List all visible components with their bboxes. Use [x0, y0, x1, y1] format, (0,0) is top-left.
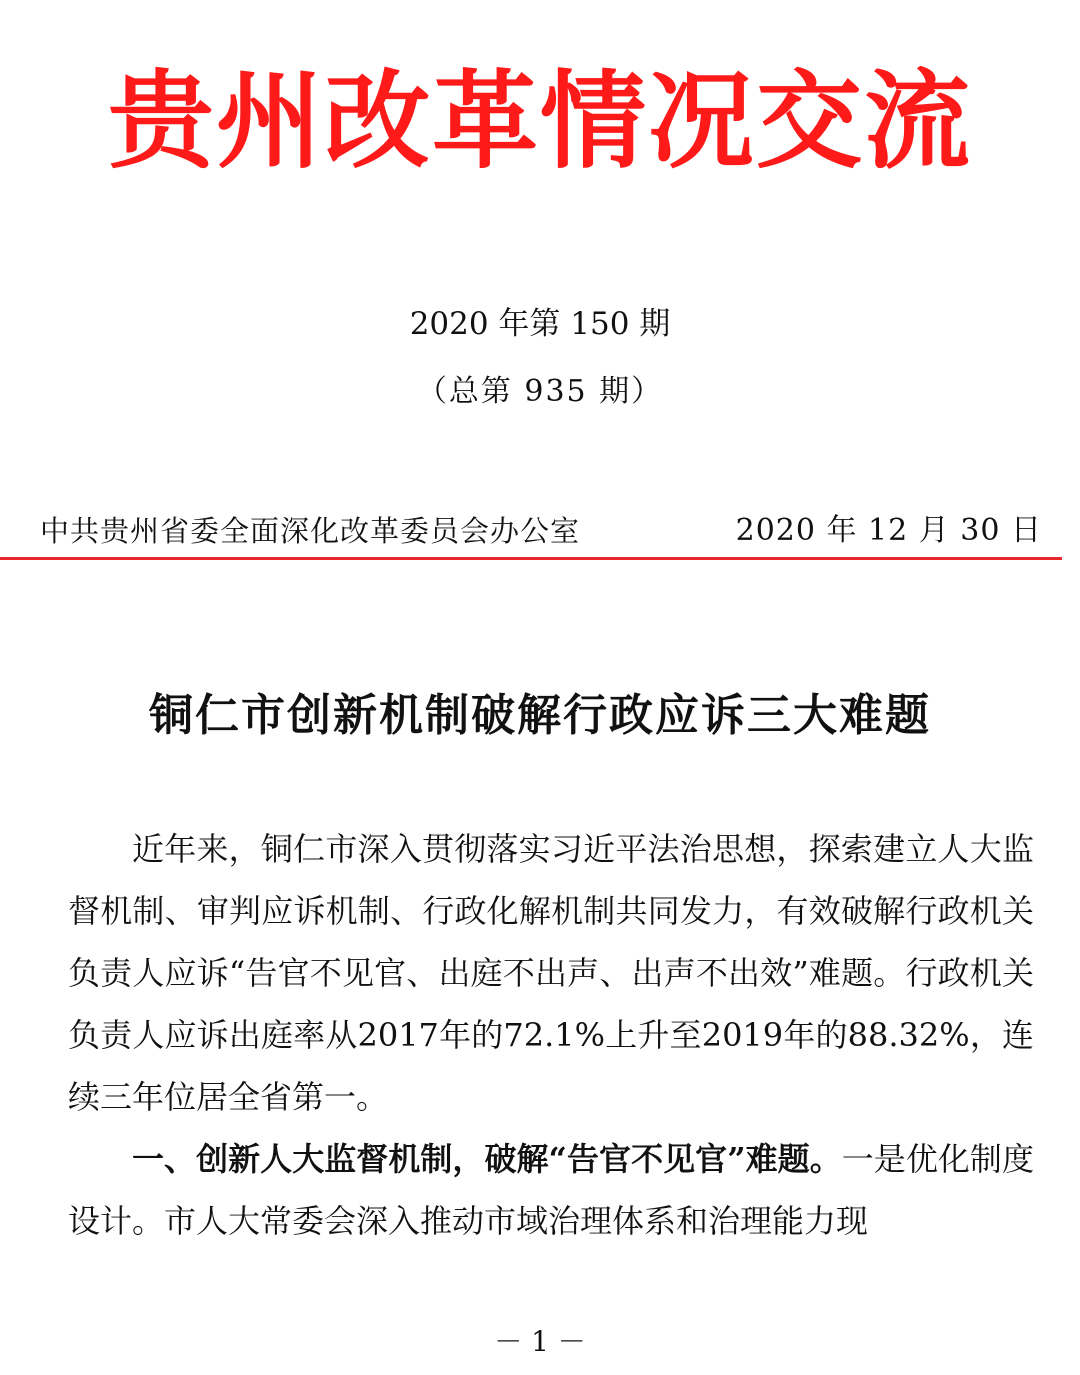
masthead-title: 贵州改革情况交流: [108, 60, 972, 183]
page-number: － 1 －: [494, 1325, 586, 1358]
issue-total-number: （总第 935 期）: [416, 374, 664, 409]
section-heading: 一、创新人大监督机制，破解“告官不见官”难题。: [132, 1140, 842, 1178]
article-body: [68, 818, 1034, 1252]
red-divider-rule: [0, 557, 1062, 560]
article-title: 铜仁市创新机制破解行政应诉三大难题: [149, 690, 931, 741]
issuer-name: 中共贵州省委全面深化改革委员会办公室: [40, 514, 581, 548]
paragraph-intro: 近年来，铜仁市深入贯彻落实习近平法治思想，探索建立人大监督机制、审判应诉机制、行政化解机制共同发力，有效破解行政机关负责人应诉“告官不见官、出庭不出声、出声不出效”难题。行政机关负责人应诉出庭率从2017年的72.1%上升至2019年的88.32%，连续三年位居全省第一。: [68, 830, 1034, 1116]
issue-number: 2020 年第 150 期: [409, 306, 671, 342]
issue-date: 2020 年 12 月 30 日: [735, 513, 1042, 548]
section-text: 一是优化制度设计。市人大常委会深入推动市域治理体系和治理能力现: [68, 1140, 1034, 1240]
paragraph-section-1: [68, 1128, 1034, 1252]
